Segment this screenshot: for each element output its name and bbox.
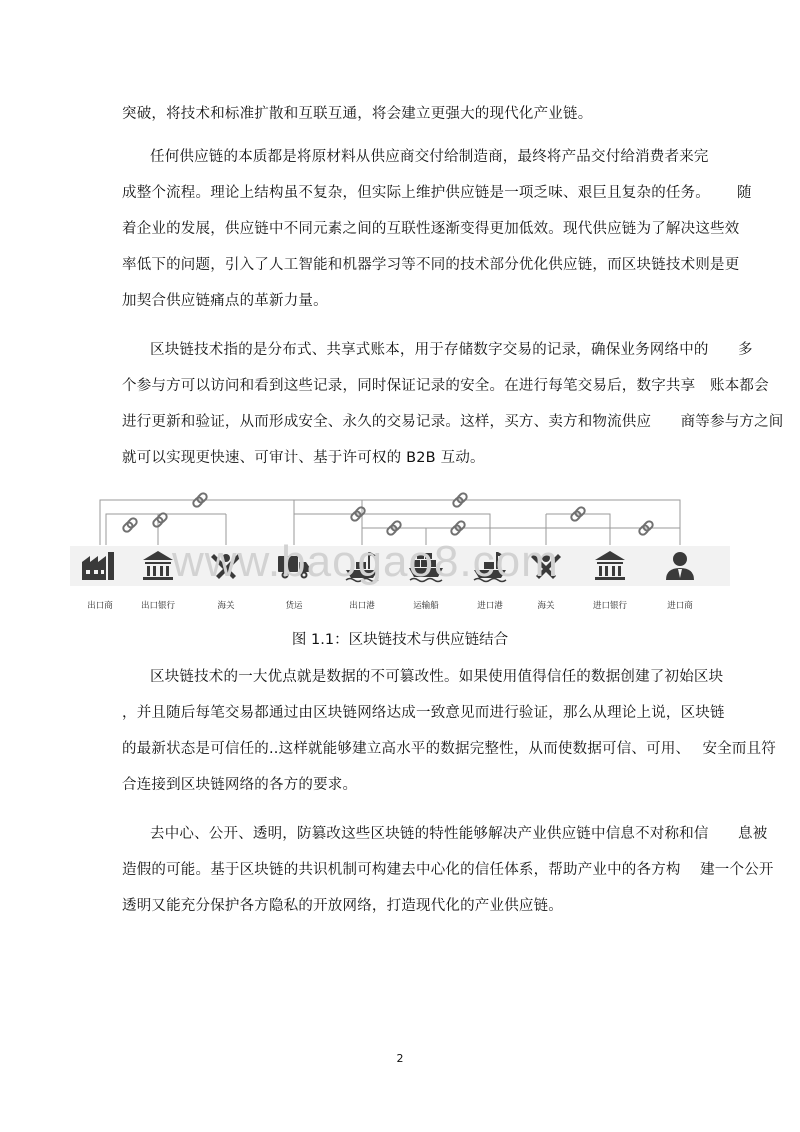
node-label: 出口银行	[140, 601, 176, 611]
node-label: 进口港	[477, 601, 503, 611]
text-line: 的最新状态是可信任的..这样就能够建立高水平的数据完整性，从而使数据可信、可用、 安全而且符	[122, 741, 776, 757]
node-label: 海关	[537, 601, 555, 611]
node-label: 海关	[217, 601, 235, 611]
node-label: 进口商	[667, 601, 693, 611]
text-line: 突破，将技术和标准扩散和互联互通，将会建立更强大的现代化产业链。	[122, 106, 593, 122]
text-line: 区块链技术的一大优点就是数据的不可篡改性。如果使用值得信任的数据创建了初始区块	[150, 669, 724, 685]
text-line: 就可以实现更快速、可审计、基于许可权的 B2B 互动。	[122, 450, 485, 466]
text-line: 加契合供应链痛点的革新力量。	[122, 293, 328, 309]
text-line: 合连接到区块链网络的各方的要求。	[122, 777, 358, 793]
text-line: 任何供应链的本质都是将原材料从供应商交付给制造商，最终将产品交付给消费者来完	[150, 149, 709, 165]
page-number: 2	[396, 1052, 404, 1065]
node-label: 运输船	[413, 601, 439, 611]
text-line: 透明又能充分保护各方隐私的开放网络，打造现代化的产业供应链。	[122, 898, 563, 914]
node-label: 出口商	[87, 601, 113, 611]
text-line: 个参与方可以访问和看到这些记录，同时保证记录的安全。在进行每笔交易后，数字共享 账本都会	[122, 378, 769, 394]
figure-caption: 图 1.1：区块链技术与供应链结合	[291, 632, 509, 648]
text-line: 造假的可能。基于区块链的共识机制可构建去中心化的信任体系，帮助产业中的各方构 建一个公开	[122, 862, 774, 878]
node-label: 进口银行	[592, 601, 628, 611]
watermark: www.baogao8.com	[172, 537, 559, 586]
text-line: 去中心、公开、透明，防篡改这些区块链的特性能够解决产业供应链中信息不对称和信 息被	[150, 826, 768, 842]
text-line: ，并且随后每笔交易都通过由区块链网络达成一致意见而进行验证，那么从理论上说，区块链	[122, 705, 725, 721]
text-line: 着企业的发展，供应链中不同元素之间的互联性逐渐变得更加低效。现代供应链为了解决这些效	[122, 221, 740, 237]
node-label: 出口港	[349, 601, 375, 611]
text-line: 率低下的问题，引入了人工智能和机器学习等不同的技术部分优化供应链，而区块链技术则是更	[122, 257, 740, 273]
text-line: 区块链技术指的是分布式、共享式账本，用于存储数字交易的记录，确保业务网络中的 多	[150, 342, 753, 358]
node-label: 货运	[285, 601, 303, 611]
text-line: 进行更新和验证，从而形成安全、永久的交易记录。这样，买方、卖方和物流供应 商等参与方之间	[122, 414, 784, 430]
text-line: 成整个流程。理论上结构虽不复杂，但实际上维护供应链是一项乏味、艰巨且复杂的任务。 随	[122, 185, 752, 201]
